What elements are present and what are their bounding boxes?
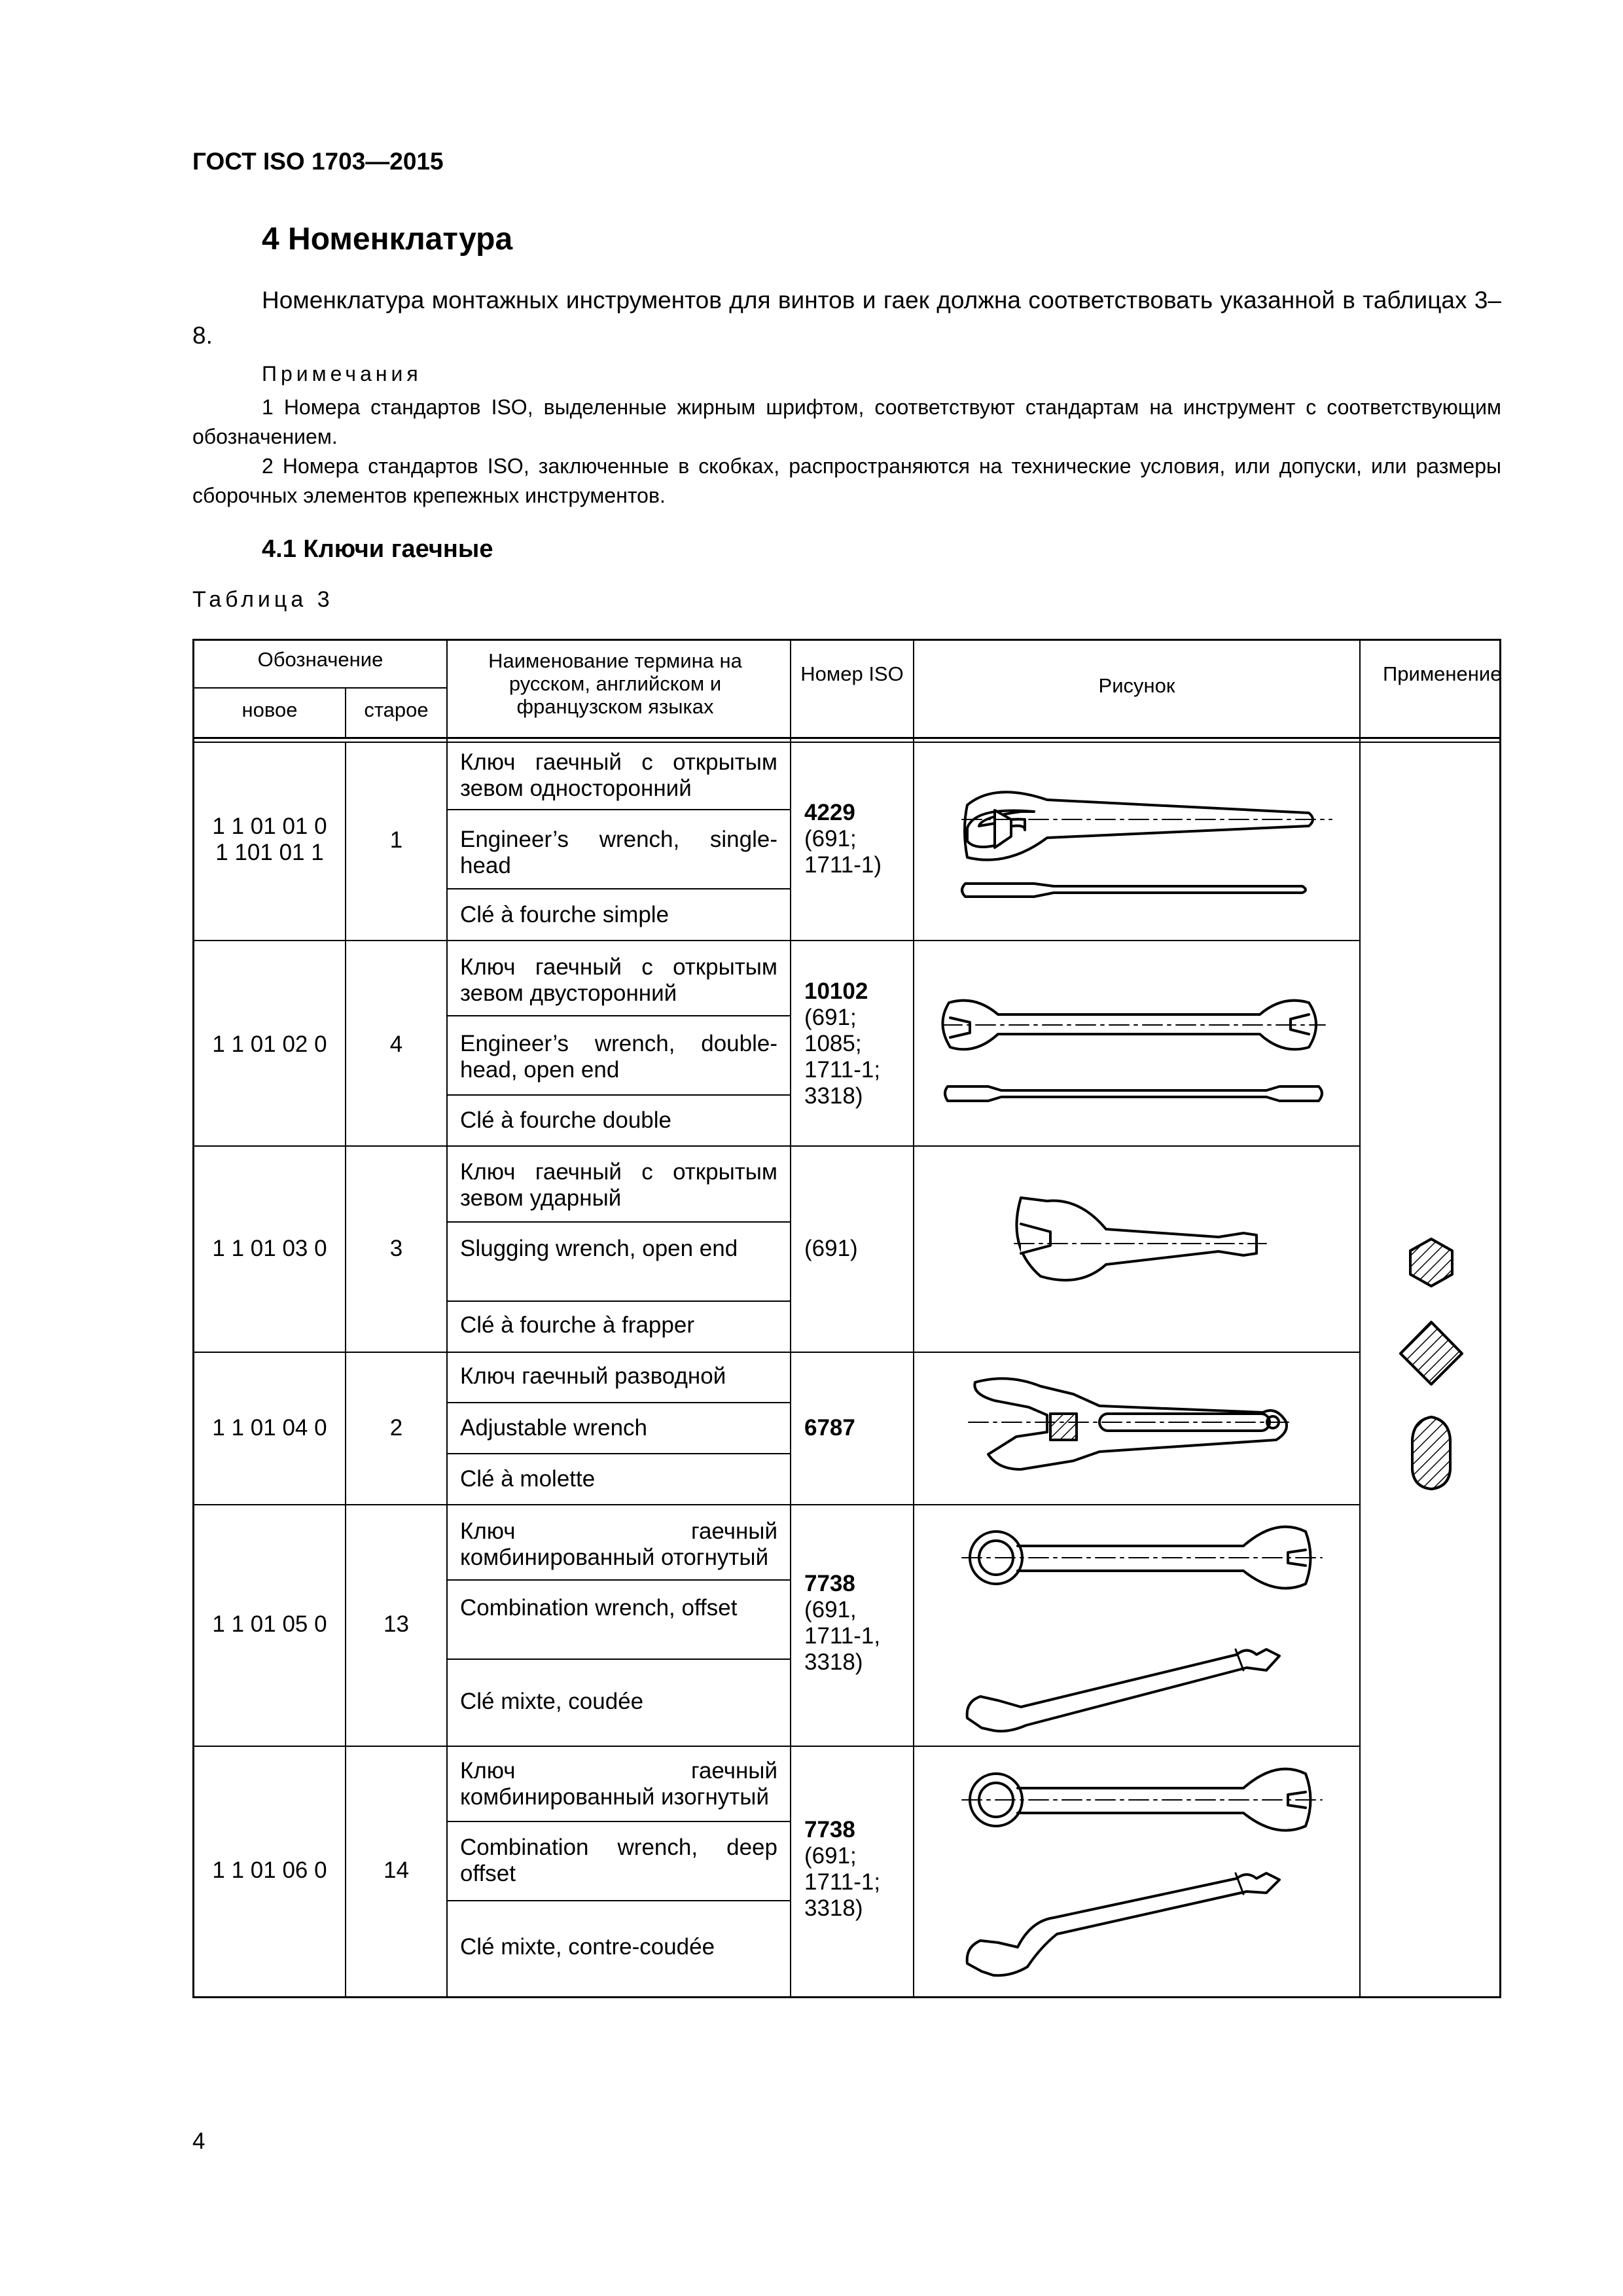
row2-iso-refs: (691; 1085; 1711-1; 3318)	[804, 1005, 881, 1109]
offset-combination-wrench-icon	[962, 1527, 1322, 1731]
row3-term-fr: Clé à fourche à frapper	[460, 1312, 694, 1338]
row3-term-ru: Ключ гаечный с открытым зевом ударный	[460, 1159, 777, 1211]
header-term-name: Наименование термина на русском, английском и французском языках	[488, 649, 742, 718]
row3-term-en: Slugging wrench, open end	[460, 1236, 738, 1261]
row1-term-en: Engineer’s wrench, single-head	[460, 827, 777, 878]
slugging-wrench-icon	[1014, 1198, 1266, 1280]
deep-offset-combination-wrench-icon	[962, 1769, 1322, 1976]
square-nut-icon	[1400, 1322, 1462, 1384]
hexagon-nut-icon	[1410, 1239, 1452, 1286]
row6-new-code: 1 1 01 06 0	[212, 1857, 327, 1883]
header-application: Применение	[1383, 662, 1502, 685]
row4-term-ru: Ключ гаечный разводной	[460, 1363, 726, 1389]
header-figure: Рисунок	[1098, 674, 1175, 697]
row5-term-ru: Ключ гаечный комбинированный отогнутый	[460, 1518, 777, 1570]
row5-term-fr: Clé mixte, coudée	[460, 1689, 644, 1714]
row1-iso-bold: 4229	[804, 800, 855, 825]
row2-old-code: 4	[389, 1031, 403, 1057]
row1-term-ru: Ключ гаечный с открытым зевом односторонний	[460, 749, 777, 801]
row4-term-fr: Clé à molette	[460, 1466, 596, 1492]
note-1: 1 Номера стандартов ISO, выделенные жирным шрифтом, соответствуют стандартам на инструмент с соответствующим обозначением.	[192, 395, 1501, 448]
row5-term-en: Combination wrench, offset	[460, 1595, 738, 1621]
row6-term-ru: Ключ гаечный комбинированный изогнутый	[460, 1758, 777, 1810]
row2-term-en: Engineer’s wrench, double-head, open end	[460, 1031, 777, 1083]
row5-old-code: 13	[383, 1611, 409, 1637]
adjustable-wrench-icon	[969, 1378, 1293, 1469]
row1-new-code: 1 1 01 01 0 1 101 01 1	[212, 814, 327, 865]
header-iso-number: Номер ISO	[800, 662, 904, 685]
page-number: 4	[192, 2128, 205, 2154]
row2-term-fr: Clé à fourche double	[460, 1107, 671, 1133]
single-open-end-wrench-icon	[962, 792, 1332, 897]
standard-code: ГОСТ ISO 1703—2015	[192, 148, 444, 175]
row2-term-ru: Ключ гаечный с открытым зевом двусторонний	[460, 954, 777, 1006]
row6-term-en: Combination wrench, deep offset	[460, 1835, 777, 1886]
notes-heading: Примечания	[262, 362, 422, 386]
section-title: 4 Номенклатура	[262, 222, 513, 257]
row3-new-code: 1 1 01 03 0	[212, 1236, 327, 1261]
row1-term-fr: Clé à fourche simple	[460, 902, 669, 927]
row5-iso-refs: (691, 1711-1, 3318)	[804, 1597, 881, 1675]
rounded-fastener-icon	[1412, 1417, 1450, 1489]
row6-iso-bold: 7738	[804, 1817, 855, 1842]
row4-term-en: Adjustable wrench	[460, 1415, 647, 1441]
row5-new-code: 1 1 01 05 0	[212, 1611, 327, 1637]
subsection-title: 4.1 Ключи гаечные	[262, 535, 493, 563]
row1-old-code: 1	[389, 827, 403, 853]
row3-old-code: 3	[389, 1236, 403, 1261]
header-old: старое	[364, 698, 429, 721]
row3-iso-refs: (691)	[804, 1236, 858, 1261]
row6-iso-refs: (691; 1711-1; 3318)	[804, 1843, 881, 1921]
intro-paragraph: Номенклатура монтажных инструментов для винтов и гаек должна соответствовать указанной в таблицах 3–8.	[192, 287, 1501, 349]
row1-iso-refs: (691; 1711-1)	[804, 826, 882, 878]
header-new: новое	[241, 698, 298, 721]
row4-new-code: 1 1 01 04 0	[212, 1415, 327, 1441]
double-open-end-wrench-icon	[942, 1001, 1325, 1101]
row6-term-fr: Clé mixte, contre-coudée	[460, 1934, 715, 1960]
row4-iso-bold: 6787	[804, 1415, 855, 1441]
header-designation: Обозначение	[257, 648, 383, 671]
row5-iso-bold: 7738	[804, 1571, 855, 1596]
row2-new-code: 1 1 01 02 0	[212, 1031, 327, 1057]
row4-old-code: 2	[389, 1415, 403, 1441]
table-label: Таблица 3	[192, 587, 334, 612]
row6-old-code: 14	[383, 1857, 409, 1883]
row2-iso-bold: 10102	[804, 978, 868, 1004]
note-2: 2 Номера стандартов ISO, заключенные в скобках, распространяются на технические условия, или допуски, или размеры сборочных элементов крепежных инструментов.	[192, 454, 1501, 507]
